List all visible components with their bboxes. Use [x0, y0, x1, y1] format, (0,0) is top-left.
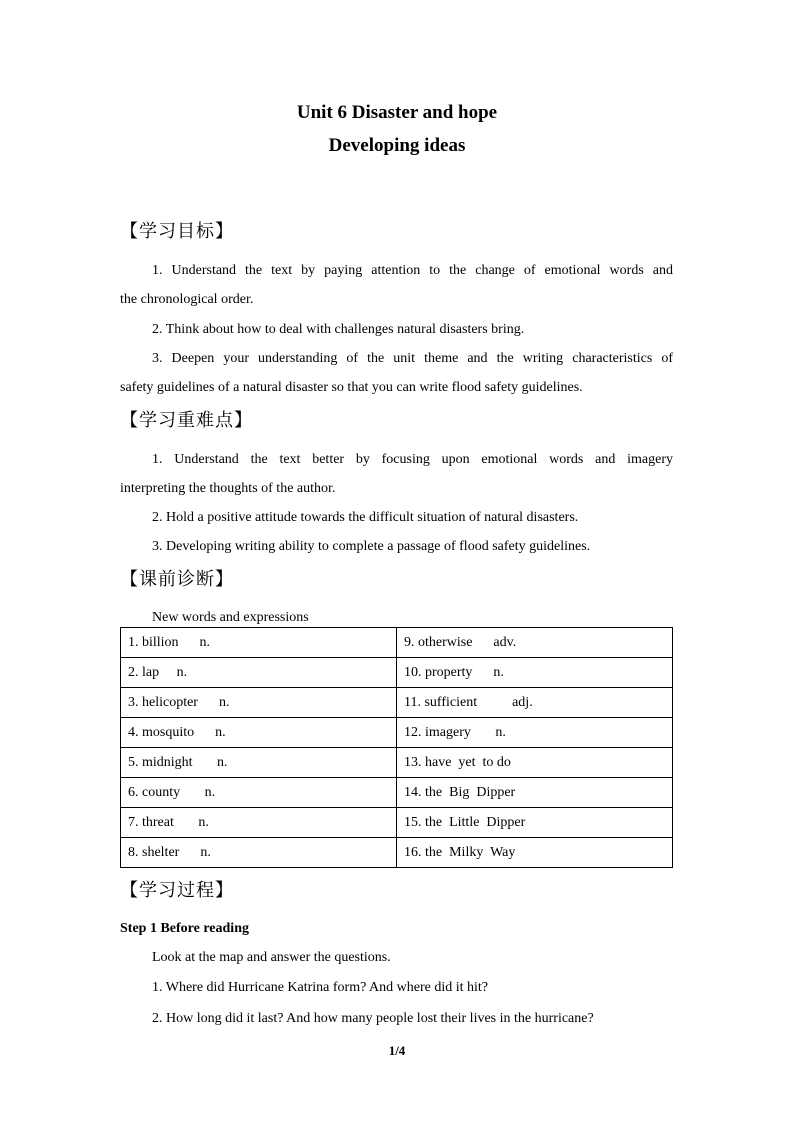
table-row — [121, 628, 673, 658]
goal-item-3-line-1: 3. Deepen your understanding of the unit theme and the writing characteristics of — [152, 351, 673, 366]
vocab-cell: 8. shelter n. — [121, 838, 397, 868]
goal-item-1-line-1: 1. Understand the text by paying attention to the change of emotional words and — [152, 263, 673, 278]
vocab-cell: 1. billion n. — [121, 628, 397, 658]
vocab-cell: 10. property n. — [397, 658, 673, 688]
vocab-cell: 5. midnight n. — [121, 748, 397, 778]
table-row — [121, 748, 673, 778]
vocab-cell: 14. the Big Dipper — [397, 778, 673, 808]
table-row — [121, 838, 673, 868]
table-row — [121, 658, 673, 688]
step-1-title: Step 1 Before reading — [120, 921, 249, 936]
vocab-cell: 12. imagery n. — [397, 718, 673, 748]
goal-item-2: 2. Think about how to deal with challenges natural disasters bring. — [152, 322, 525, 337]
table-row — [121, 808, 673, 838]
vocab-cell: 13. have yet to do — [397, 748, 673, 778]
table-row — [121, 718, 673, 748]
key-point-2: 2. Hold a positive attitude towards the difficult situation of natural disasters. — [152, 510, 579, 525]
section-heading-goals: 【学习目标】 — [120, 221, 234, 242]
vocab-cell: 11. sufficient adj. — [397, 688, 673, 718]
section-heading-diagnosis: 【课前诊断】 — [120, 569, 234, 590]
question-2: 2. How long did it last? And how many people lost their lives in the hurricane? — [152, 1011, 594, 1026]
vocab-cell: 15. the Little Dipper — [397, 808, 673, 838]
vocab-cell: 6. county n. — [121, 778, 397, 808]
document-subtitle: Developing ideas — [328, 135, 466, 156]
table-row — [121, 688, 673, 718]
step-1-intro: Look at the map and answer the questions. — [152, 950, 391, 965]
goal-item-1-line-2: the chronological order. — [120, 292, 254, 307]
vocab-cell: 9. otherwise adv. — [397, 628, 673, 658]
goal-item-3-line-2: safety guidelines of a natural disaster so that you can write flood safety guidelines. — [120, 380, 583, 395]
section-heading-key-points: 【学习重难点】 — [120, 410, 253, 431]
document-title: Unit 6 Disaster and hope — [296, 102, 498, 123]
vocab-cell: 3. helicopter n. — [121, 688, 397, 718]
vocab-cell: 16. the Milky Way — [397, 838, 673, 868]
key-point-1-line-1: 1. Understand the text better by focusing upon emotional words and imagery — [152, 452, 673, 467]
section-heading-process: 【学习过程】 — [120, 880, 234, 901]
vocab-table — [120, 627, 673, 868]
key-point-1-line-2: interpreting the thoughts of the author. — [120, 481, 336, 496]
vocab-cell: 4. mosquito n. — [121, 718, 397, 748]
key-point-3: 3. Developing writing ability to complete a passage of flood safety guidelines. — [152, 539, 591, 554]
vocab-cell: 2. lap n. — [121, 658, 397, 688]
question-1: 1. Where did Hurricane Katrina form? And where did it hit? — [152, 980, 489, 995]
table-row — [121, 778, 673, 808]
vocab-cell: 7. threat n. — [121, 808, 397, 838]
vocab-intro: New words and expressions — [152, 610, 309, 625]
page-number: 1/4 — [388, 1043, 406, 1058]
